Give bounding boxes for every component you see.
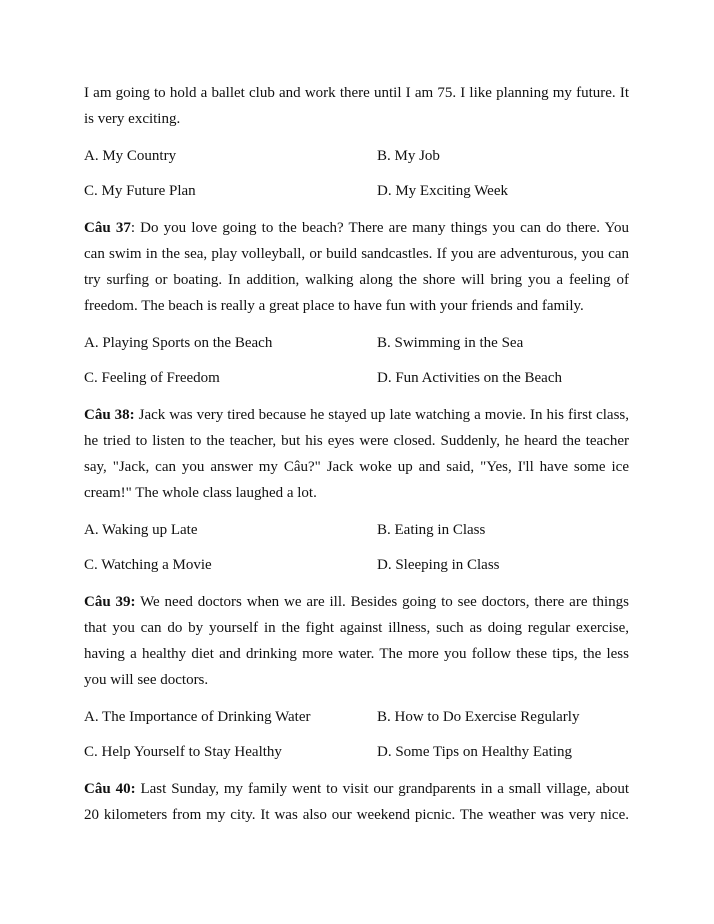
question-number: Câu 40: xyxy=(84,781,136,797)
option-c: C. Help Yourself to Stay Healthy xyxy=(84,744,282,760)
option-d: D. My Exciting Week xyxy=(377,183,508,199)
passage-text: Last Sunday, my family went to visit our grandparents in a small village, about 20 kilometers from my city. It was also our weekend picnic. The weather was very nice. xyxy=(84,781,629,823)
option-d: D. Sleeping in Class xyxy=(377,557,500,573)
options-row xyxy=(84,520,629,540)
option-a: A. Waking up Late xyxy=(84,522,198,538)
passage-text: Jack was very tired because he stayed up late watching a movie. In his first class, he tried to listen to the teacher, but his eyes were closed. Suddenly, he heard the teacher say, "Jack, can you answer my Câu?" Jack woke up and said, "Yes, I'll have some ice cream!" The whole class laughed a lot. xyxy=(84,407,630,501)
question-number: Câu 39: xyxy=(84,594,136,610)
options-row xyxy=(84,333,629,353)
question-passage xyxy=(84,776,629,828)
passage-text: : Do you love going to the beach? There are many things you can do there. You can swim in the sea, play volleyball, or build sandcastles. If you are adventurous, you can try surfing or boating. In addition, walking along the shore will bring you a feeling of freedom. The beach is really a great place to have fun with your friends and family. xyxy=(84,220,629,314)
option-c: C. Watching a Movie xyxy=(84,557,212,573)
option-a: A. My Country xyxy=(84,148,177,164)
option-c: C. Feeling of Freedom xyxy=(84,370,220,386)
option-a: A. Playing Sports on the Beach xyxy=(84,335,273,351)
option-b: B. How to Do Exercise Regularly xyxy=(377,709,580,725)
options-row xyxy=(84,368,629,388)
option-b: B. Eating in Class xyxy=(377,522,486,538)
passage-text: I am going to hold a ballet club and work there until I am 75. I like planning my future. It is very exciting. xyxy=(84,85,629,127)
options-row xyxy=(84,742,629,762)
options-row xyxy=(84,555,629,575)
option-c: C. My Future Plan xyxy=(84,183,196,199)
options-row xyxy=(84,181,629,201)
question-passage xyxy=(84,215,629,319)
option-b: B. My Job xyxy=(377,148,440,164)
document-page xyxy=(84,80,629,828)
question-passage xyxy=(84,80,629,132)
passage-text: We need doctors when we are ill. Besides going to see doctors, there are things that you can do by yourself in the fight against illness, such as doing regular exercise, having a healthy diet and drinking more water. The more you follow these tips, the less you will see doctors. xyxy=(84,594,629,688)
question-passage xyxy=(84,402,629,506)
option-a: A. The Importance of Drinking Water xyxy=(84,709,311,725)
option-d: D. Fun Activities on the Beach xyxy=(377,370,562,386)
question-number: Câu 38: xyxy=(84,407,135,423)
question-number: Câu 37 xyxy=(84,220,131,236)
option-b: B. Swimming in the Sea xyxy=(377,335,524,351)
question-passage xyxy=(84,589,629,693)
options-row xyxy=(84,707,629,727)
options-row xyxy=(84,146,629,166)
option-d: D. Some Tips on Healthy Eating xyxy=(377,744,573,760)
